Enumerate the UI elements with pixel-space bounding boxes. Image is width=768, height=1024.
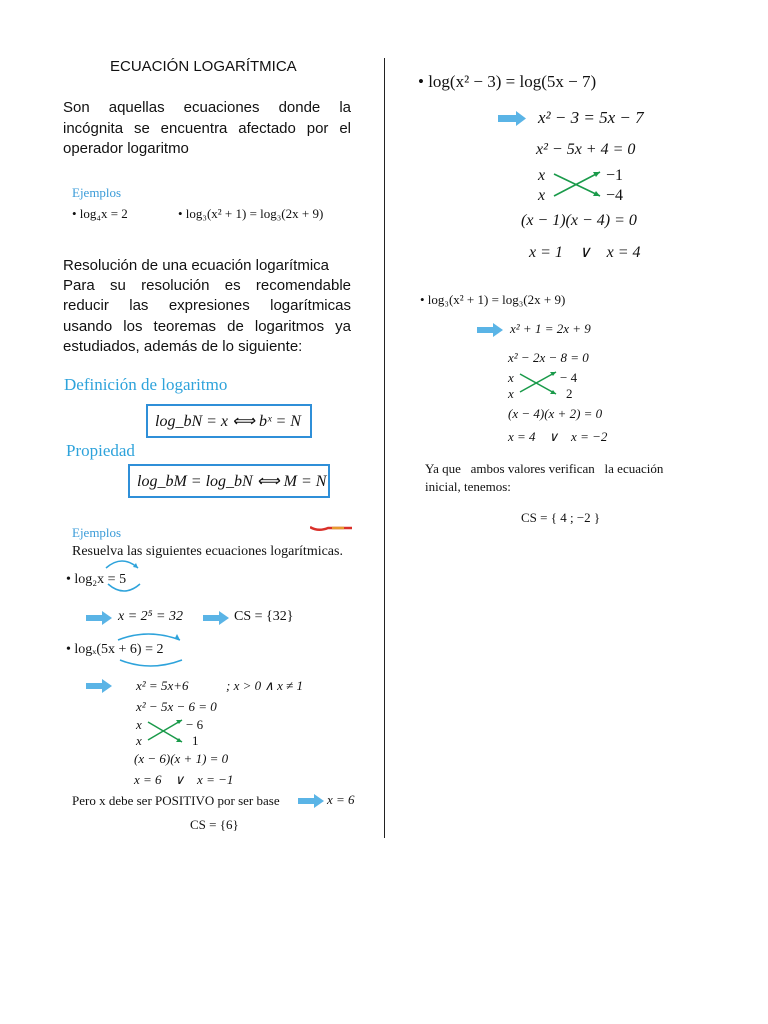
right-arrow-icon <box>498 111 526 131</box>
final-cs: CS = { 4 ; −2 } <box>521 510 601 525</box>
ex-b-condition: ; x > 0 ∧ x ≠ 1 <box>226 678 304 693</box>
intro-line-2: incógnita se encuentra afectado por el <box>63 120 351 137</box>
ex-c-step1: x² − 3 = 5x − 7 <box>538 108 644 127</box>
ex-d-solutions: x = 4 ∨ x = −2 <box>508 429 608 444</box>
cross-factor-icon <box>518 368 562 398</box>
ex-c-factor-2a: x <box>538 187 546 204</box>
ex-a-step: x = 2⁵ = 32 <box>118 609 183 624</box>
examples-heading: Ejemplos <box>72 185 122 200</box>
example-1: • log₄x = 2 <box>72 206 128 221</box>
cross-factor-icon <box>146 716 188 746</box>
column-divider <box>384 58 385 838</box>
ex-c-factored: (x − 1)(x − 4) = 0 <box>521 212 637 229</box>
ex-b-note: Pero x debe ser POSITIVO por ser base <box>72 793 280 808</box>
resolution-line-3: reducir las expresiones logarítmicas <box>63 297 351 314</box>
ex-b-step1: x² = 5x+6 <box>136 678 189 693</box>
property-formula: log_bM = log_bN ⟺ M = N <box>137 473 327 490</box>
right-arrow-icon <box>203 611 229 625</box>
right-arrow-icon <box>86 611 112 625</box>
ex-a-equation: • log₂x = 5 <box>66 572 127 587</box>
ex-b-step2: x² − 5x − 6 = 0 <box>136 699 217 714</box>
curved-arrow-icon <box>110 632 190 668</box>
ex-d-factored: (x − 4)(x + 2) = 0 <box>508 406 603 421</box>
resolution-line-1: Resolución de una ecuación logarítmica <box>63 257 329 274</box>
resolution-line-4: usando los teoremas de logaritmos ya <box>63 318 351 335</box>
curved-arrow-icon <box>100 558 150 598</box>
ex-b-factor-1a: x <box>136 717 142 732</box>
cross-factor-icon <box>552 166 606 202</box>
ex-d-factor-1b: − 4 <box>560 370 578 385</box>
intro-line-1: Son aquellas ecuaciones donde la <box>63 99 351 116</box>
resolution-line-2: Para su resolución es recomendable <box>63 277 351 294</box>
ex-c-factor-1b: −1 <box>606 167 624 184</box>
ex-a-cs: CS = {32} <box>234 609 294 624</box>
ex-c-step2: x² − 5x + 4 = 0 <box>536 141 636 158</box>
definition-formula: log_bN = x ⟺ bˣ = N <box>155 413 301 430</box>
ex-d-equation: • log₃(x² + 1) = log₃(2x + 9) <box>420 292 566 307</box>
conclusion-line-1: Ya que ambos valores verifican la ecuación <box>425 461 664 476</box>
red-mark <box>310 519 352 525</box>
ex-b-factor-2a: x <box>136 733 142 748</box>
ex-c-factor-2b: −4 <box>606 187 624 204</box>
ex-d-factor-2a: x <box>508 386 514 401</box>
ex-b-factored: (x − 6)(x + 1) = 0 <box>134 751 229 766</box>
definition-heading: Definición de logaritmo <box>64 375 228 394</box>
ex-b-note-result: x = 6 <box>327 792 355 807</box>
ex-d-step1: x² + 1 = 2x + 9 <box>510 321 591 336</box>
ex-b-equation: • logₓ(5x + 6) = 2 <box>66 642 164 657</box>
right-arrow-icon <box>86 679 112 693</box>
ex-b-factor-2b: 1 <box>192 733 199 748</box>
ex-d-step2: x² − 2x − 8 = 0 <box>508 350 589 365</box>
ex-c-solutions: x = 1 ∨ x = 4 <box>529 244 641 261</box>
ex-b-factor-1b: − 6 <box>186 717 204 732</box>
resolution-line-5: estudiados, además de lo siguiente: <box>63 338 303 355</box>
page-title: ECUACIÓN LOGARÍTMICA <box>110 58 297 75</box>
example-2: • log₃(x² + 1) = log₃(2x + 9) <box>178 206 324 221</box>
intro-line-3: operador logaritmo <box>63 140 189 157</box>
ex-d-factor-1a: x <box>508 370 514 385</box>
ex-c-factor-1a: x <box>538 167 546 184</box>
right-arrow-icon <box>298 794 324 808</box>
conclusion-line-2: inicial, tenemos: <box>425 479 511 494</box>
ex-d-factor-2b: 2 <box>566 386 573 401</box>
instruction: Resuelva las siguientes ecuaciones logarítmicas. <box>72 544 343 559</box>
ex-b-solutions: x = 6 ∨ x = −1 <box>134 772 234 787</box>
property-box <box>128 464 330 498</box>
ex-b-cs: CS = {6} <box>190 817 239 832</box>
definition-box <box>146 404 312 438</box>
right-arrow-icon <box>477 323 503 337</box>
property-heading: Propiedad <box>66 441 135 460</box>
ex-c-equation: • log(x² − 3) = log(5x − 7) <box>418 72 597 91</box>
examples2-heading: Ejemplos <box>72 525 122 540</box>
